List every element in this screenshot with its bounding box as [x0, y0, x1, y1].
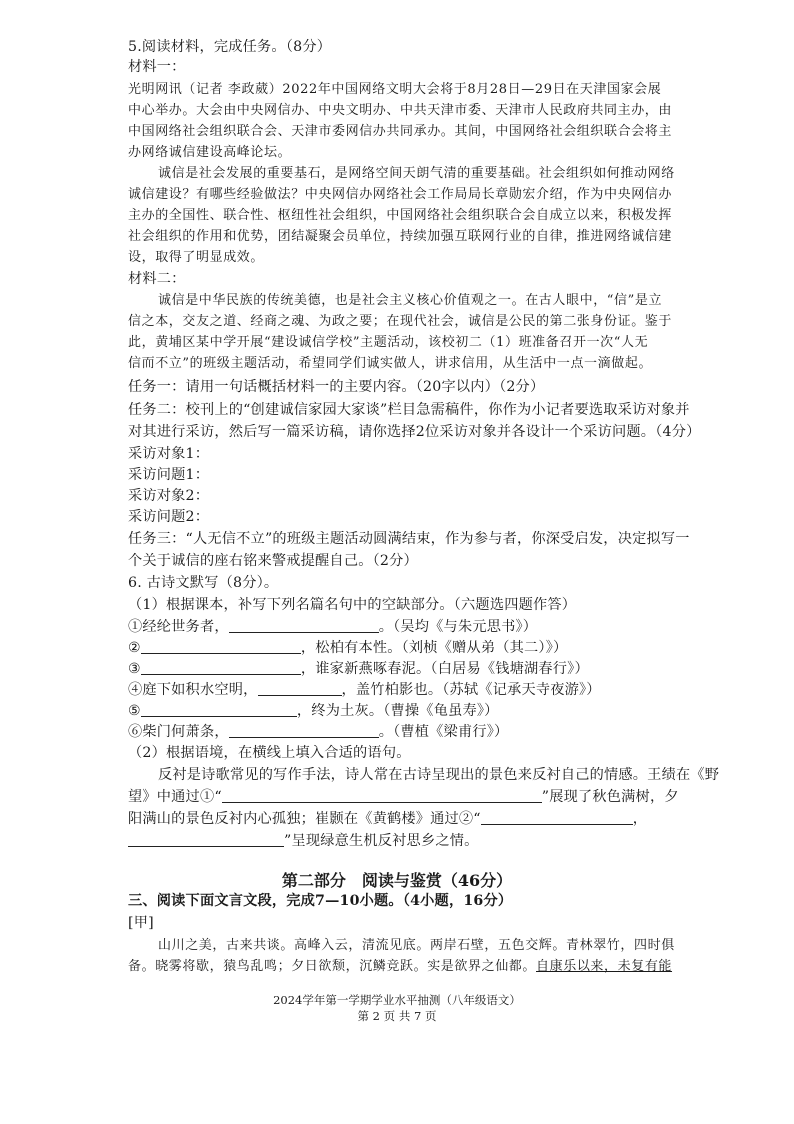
- item-number: ⑤: [128, 703, 141, 719]
- task-3-line: 个关于诚信的座右铭来警戒提醒自己。（2分）: [128, 553, 418, 569]
- item-number: ⑥: [128, 724, 143, 740]
- answer-blank[interactable]: [128, 833, 284, 847]
- answer-blank[interactable]: [222, 789, 542, 803]
- material-1-line: 中心举办。大会由中央网信办、中央文明办、中共天津市委、天津市人民政府共同主办，由: [128, 103, 673, 118]
- material-2-line: 此，黄埔区某中学开展“建设诚信学校”主题活动，该校初二（1）班准备召开一次“人无: [128, 335, 649, 350]
- task-2-line: 对其进行采访，然后写一篇采访稿，请你选择2位采访对象并各设计一个采访问题。（4分）: [128, 424, 701, 440]
- passage-line: [128, 959, 672, 975]
- answer-blank[interactable]: [229, 619, 379, 633]
- item-number: ④: [128, 682, 143, 698]
- answer-blank[interactable]: [481, 811, 633, 825]
- answer-blank[interactable]: [141, 703, 297, 717]
- recitation-item-3: [128, 661, 589, 677]
- item-pre: 柴门何萧条，: [142, 724, 229, 740]
- q6-sub1: （1）根据课本，补写下列名篇名句中的空缺部分。（六题选四题作答）: [128, 597, 577, 613]
- passage-text: 备。晓雾将歇，猿鸟乱鸣；夕日欲颓，沉鳞竞跃。实是欲界之仙都。: [128, 959, 537, 974]
- item-number: ①: [128, 619, 143, 635]
- item-post: ，松柏有本性。（刘桢《赠从弟（其二）》）: [300, 640, 568, 656]
- section-3-header: 三、阅读下面文言文段，完成7—10小题。（4小题，16分）: [128, 893, 513, 909]
- material-2-line: 信而不立”的班级主题活动，希望同学们诚实做人，讲求信用，从生活中一点一滴做起。: [128, 356, 653, 371]
- context-line: [128, 833, 479, 849]
- item-post: 。（曹植《梁甫行》）: [378, 724, 509, 740]
- task-2-line: 任务二：校刊上的“创建诚信家园大家谈”栏目急需稿件，你作为小记者要选取采访对象并: [128, 402, 690, 418]
- item-post: ，盖竹柏影也。（苏轼《记承天寺夜游》）: [341, 682, 601, 698]
- recitation-item-1: [128, 619, 537, 635]
- material-1-line: 设，取得了明显成效。: [128, 250, 265, 265]
- answer-blank[interactable]: [141, 640, 301, 654]
- part-2-title: 第二部分 阅读与鉴赏（46分）: [281, 871, 513, 890]
- material-1-line: 诚信是社会发展的重要基石，是网络空间天朗气清的重要基础。社会组织如何推动网络: [158, 166, 675, 181]
- material-1-line: 诚信建设？有哪些经验做法？中央网信办网络社会工作局局长章勋宏介绍，作为中央网信办: [128, 187, 673, 202]
- underlined-sentence: 自康乐以来，未复有能: [536, 959, 673, 974]
- context-text: ”展现了秋色满树，夕: [541, 789, 679, 805]
- material-1-line: 中国网络社会组织联合会、天津市委网信办共同承办。其间，中国网络社会组织联合会将主: [128, 124, 673, 139]
- context-line: 反衬是诗歌常见的写作手法，诗人常在古诗呈现出的景色来反衬自己的情感。王绩在《野: [158, 767, 720, 783]
- recitation-item-6: [128, 724, 508, 740]
- recitation-item-5: [128, 703, 499, 719]
- passage-line: 山川之美，古来共谈。高峰入云，清流见底。两岸石壁，五色交辉。青林翠竹，四时俱: [158, 938, 675, 953]
- answer-blank[interactable]: [258, 682, 342, 696]
- item-pre: 庭下如积水空明，: [142, 682, 258, 698]
- passage-jia-label: [甲]: [128, 915, 154, 931]
- context-line: [128, 811, 647, 827]
- q6-header: 6. 古诗文默写（8分）。: [128, 575, 279, 591]
- task-1: 任务一：请用一句话概括材料一的主要内容。（20字以内）（2分）: [128, 379, 545, 395]
- material-1-line: 主办的全国性、联合性、枢纽性社会组织，中国网络社会组织联合会自成立以来，积极发挥: [128, 208, 673, 223]
- material-1-line: 光明网讯（记者 李政葳）2022年中国网络文明大会将于8月28日—29日在天津国家会展: [128, 82, 662, 97]
- context-line: [128, 789, 679, 805]
- material-1-line: 社会组织的作用和优势，团结凝聚会员单位，持续加强互联网行业的自律，推进网络诚信建: [128, 229, 673, 244]
- item-post: 。（吴均《与朱元思书》）: [378, 619, 538, 635]
- material-1-line: 办网络诚信建设高峰论坛。: [128, 145, 292, 160]
- q5-header: 5.阅读材料，完成任务。（8分）: [128, 39, 332, 55]
- answer-blank[interactable]: [141, 661, 301, 675]
- recitation-item-2: [128, 640, 567, 656]
- material-1-label: 材料一：: [128, 59, 186, 75]
- material-2-label: 材料二：: [128, 271, 186, 287]
- q6-sub2: （2）根据语境，在横线上填入合适的语句。: [128, 745, 411, 761]
- recitation-item-4: [128, 682, 601, 698]
- footer-exam-title: 2024学年第一学期学业水平抽测（八年级语文）: [273, 993, 521, 1007]
- item-pre: 经纶世务者，: [142, 619, 229, 635]
- answer-blank[interactable]: [229, 724, 379, 738]
- material-2-line: 诚信是中华民族的传统美德，也是社会主义核心价值观之一。在古人眼中，“信”是立: [158, 293, 663, 308]
- item-post: ，谁家新燕啄春泥。（白居易《钱塘湖春行》）: [300, 661, 589, 677]
- context-text: ”呈现绿意生机反衬思乡之情。: [284, 833, 479, 849]
- item-number: ③: [128, 661, 141, 677]
- interview-subject-2: 采访对象2：: [128, 488, 210, 504]
- context-text: ，: [632, 811, 648, 827]
- interview-subject-1: 采访对象1：: [128, 446, 210, 462]
- item-number: ②: [128, 640, 141, 656]
- context-text: 望》中通过①“: [128, 789, 222, 805]
- context-text: 阳满山的景色反衬内心孤独；崔颢在《黄鹤楼》通过②“: [128, 811, 481, 827]
- footer-page-number: 第 2 页 共 7 页: [357, 1009, 437, 1023]
- item-post: ，终为土灰。（曹操《龟虽寿》）: [296, 703, 499, 719]
- task-3-line: 任务三：“人无信不立”的班级主题活动圆满结束，作为参与者，你深受启发，决定拟写一: [128, 531, 690, 547]
- interview-question-1: 采访问题1：: [128, 467, 210, 483]
- material-2-line: 信之本，交友之道、经商之魂、为政之要；在现代社会，诚信是公民的第二张身份证。鉴于: [128, 314, 673, 329]
- interview-question-2: 采访问题2：: [128, 509, 210, 525]
